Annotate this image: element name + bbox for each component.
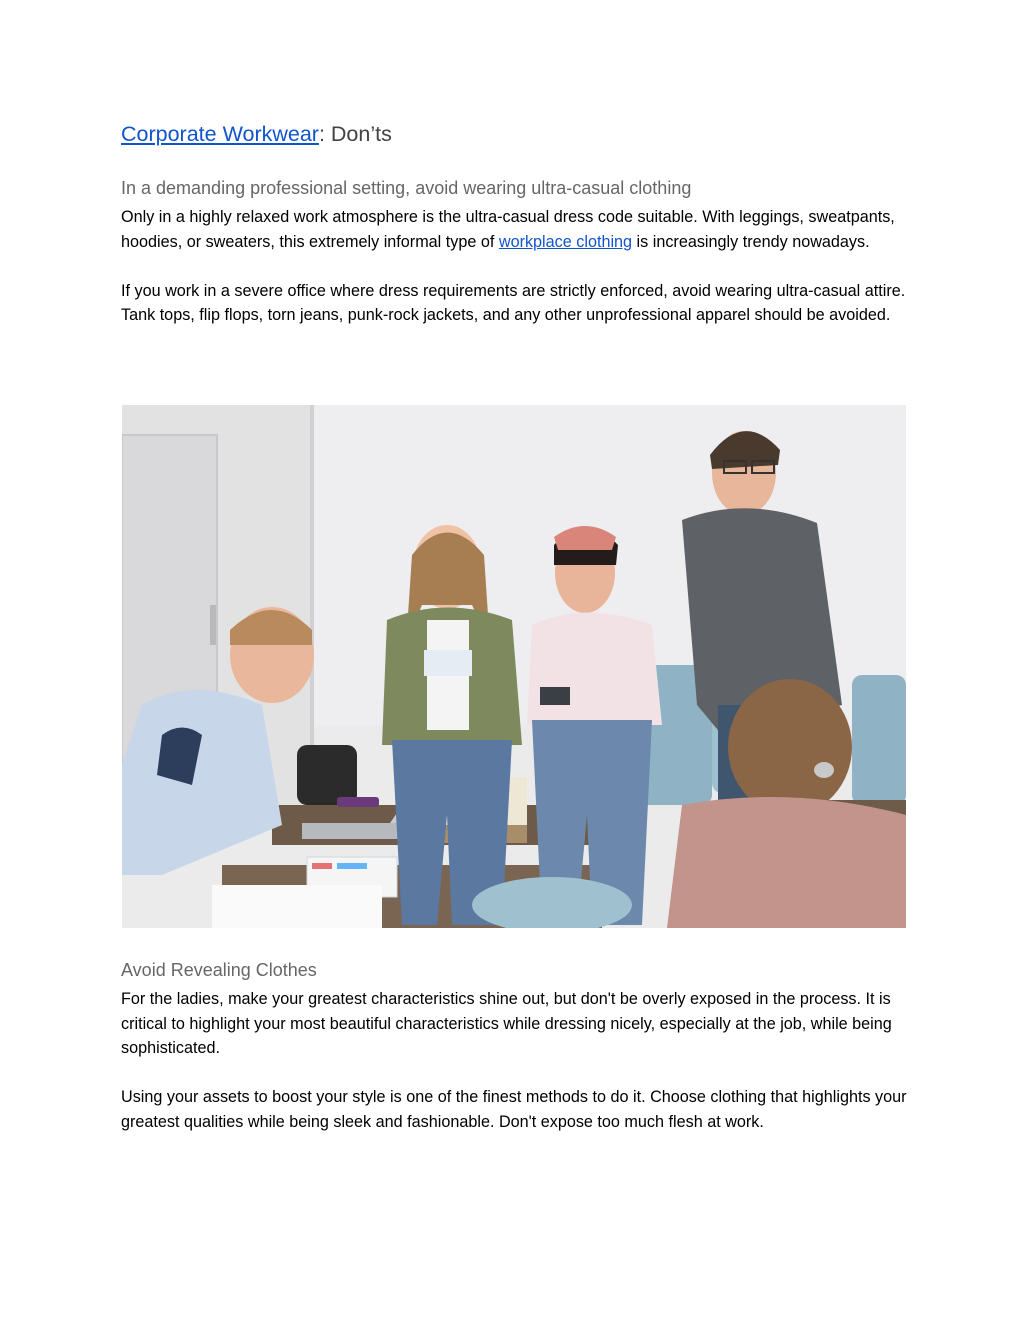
paragraph-revealing-1: For the ladies, make your greatest characteristics shine out, but don't be overly exposed in the process. It is critical to highlight your most beautiful characteristics while dressing nicely, especially at the job, while being sophisticated.: [121, 990, 892, 1057]
office-group-photo: [122, 405, 906, 928]
paragraph-revealing-2: Using your assets to boost your style is one of the finest methods to do it. Choose clothing that highlights your greatest qualities while being sleek and fashionable. Don't expose too much flesh at work.: [121, 1088, 907, 1131]
paragraph-ultra-casual-1: [121, 205, 911, 254]
section-heading-revealing: Avoid Revealing Clothes: [121, 960, 317, 980]
title-link[interactable]: Corporate Workwear: [121, 122, 319, 146]
title-suffix: : Don’ts: [318, 122, 392, 146]
paragraph-text: is increasingly trendy nowadays.: [632, 232, 870, 251]
section-heading-ultra-casual: In a demanding professional setting, avoid wearing ultra-casual clothing: [121, 178, 692, 198]
paragraph-ultra-casual-2: If you work in a severe office where dress requirements are strictly enforced, avoid wearing ultra-casual attire. Tank tops, flip flops, torn jeans, punk-rock jackets, and any other unprofessional apparel should be avoided.: [121, 281, 906, 324]
workplace-clothing-link[interactable]: workplace clothing: [498, 232, 633, 251]
paragraph-text: Only in a highly relaxed work atmosphere is the ultra-casual dress code suitable. With leggings, sweatpants, hoodies, or sweaters, this extremely informal type of: [121, 208, 895, 251]
lower-content: [121, 957, 911, 1134]
page-title: [121, 118, 911, 150]
upper-content: [121, 118, 911, 328]
